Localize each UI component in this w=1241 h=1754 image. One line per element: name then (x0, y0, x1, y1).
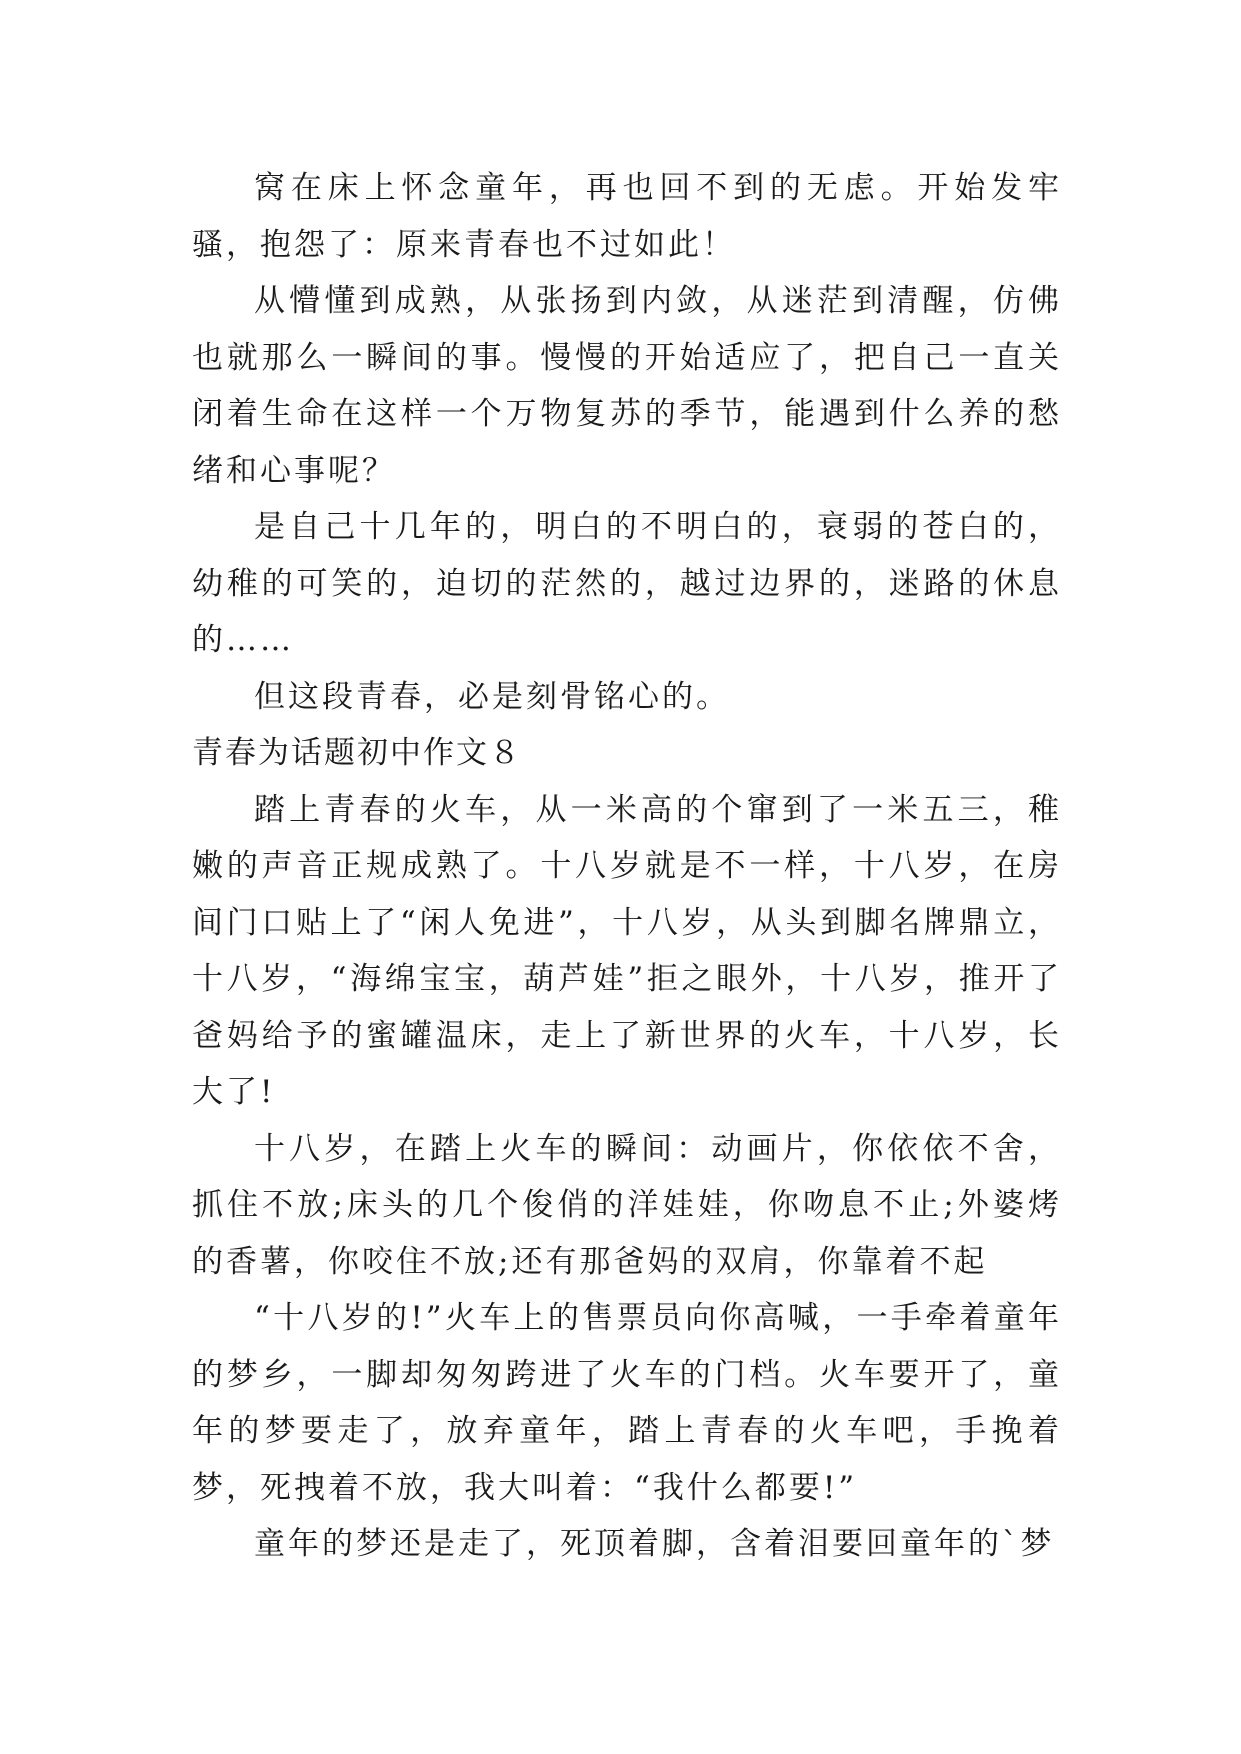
paragraph-5: 踏上青春的火车，从一米高的个窜到了一米五三，稚嫩的声音正规成熟了。十八岁就是不一样，十八岁，在房间门口贴上了“闲人免进”，十八岁，从头到脚名牌鼎立，十八岁，“海绵宝宝，葫芦娃”拒之眼外，十八岁，推开了爸妈给予的蜜罐温床，走上了新世界的火车，十八岁，长大了! (192, 791, 1062, 1110)
document-body (192, 160, 1062, 1573)
paragraph-4: 但这段青春，必是刻骨铭心的。 (254, 678, 730, 715)
paragraph-8: 童年的梦还是走了，死顶着脚，含着泪要回童年的`梦 (254, 1526, 1055, 1562)
paragraph-6: 十八岁，在踏上火车的瞬间：动画片，你依依不舍，抓住不放;床头的几个俊俏的洋娃娃，你吻息不止;外婆烤的香薯，你咬住不放;还有那爸妈的双肩，你靠着不起 (192, 1130, 1062, 1280)
paragraph-3: 是自己十几年的，明白的不明白的，衰弱的苍白的，幼稚的可笑的，迫切的茫然的，越过边界的，迷路的休息的…… (192, 509, 1062, 658)
paragraph-1: 窝在床上怀念童年，再也回不到的无虑。开始发牢骚，抱怨了：原来青春也不过如此！ (192, 170, 1062, 263)
section-heading: 青春为话题初中作文８ (192, 735, 522, 771)
paragraph-2: 从懵懂到成熟，从张扬到内敛，从迷茫到清醒，仿佛也就那么一瞬间的事。慢慢的开始适应了，把自己一直关闭着生命在这样一个万物复苏的季节，能遇到什么养的愁绪和心事呢？ (192, 283, 1062, 489)
paragraph-7: “十八岁的!”火车上的售票员向你高喊，一手牵着童年的梦乡，一脚却匆匆跨进了火车的门档。火车要开了，童年的梦要走了，放弃童年，踏上青春的火车吧，手挽着梦，死拽着不放，我大叫着：“我什么都要!” (192, 1300, 1062, 1506)
